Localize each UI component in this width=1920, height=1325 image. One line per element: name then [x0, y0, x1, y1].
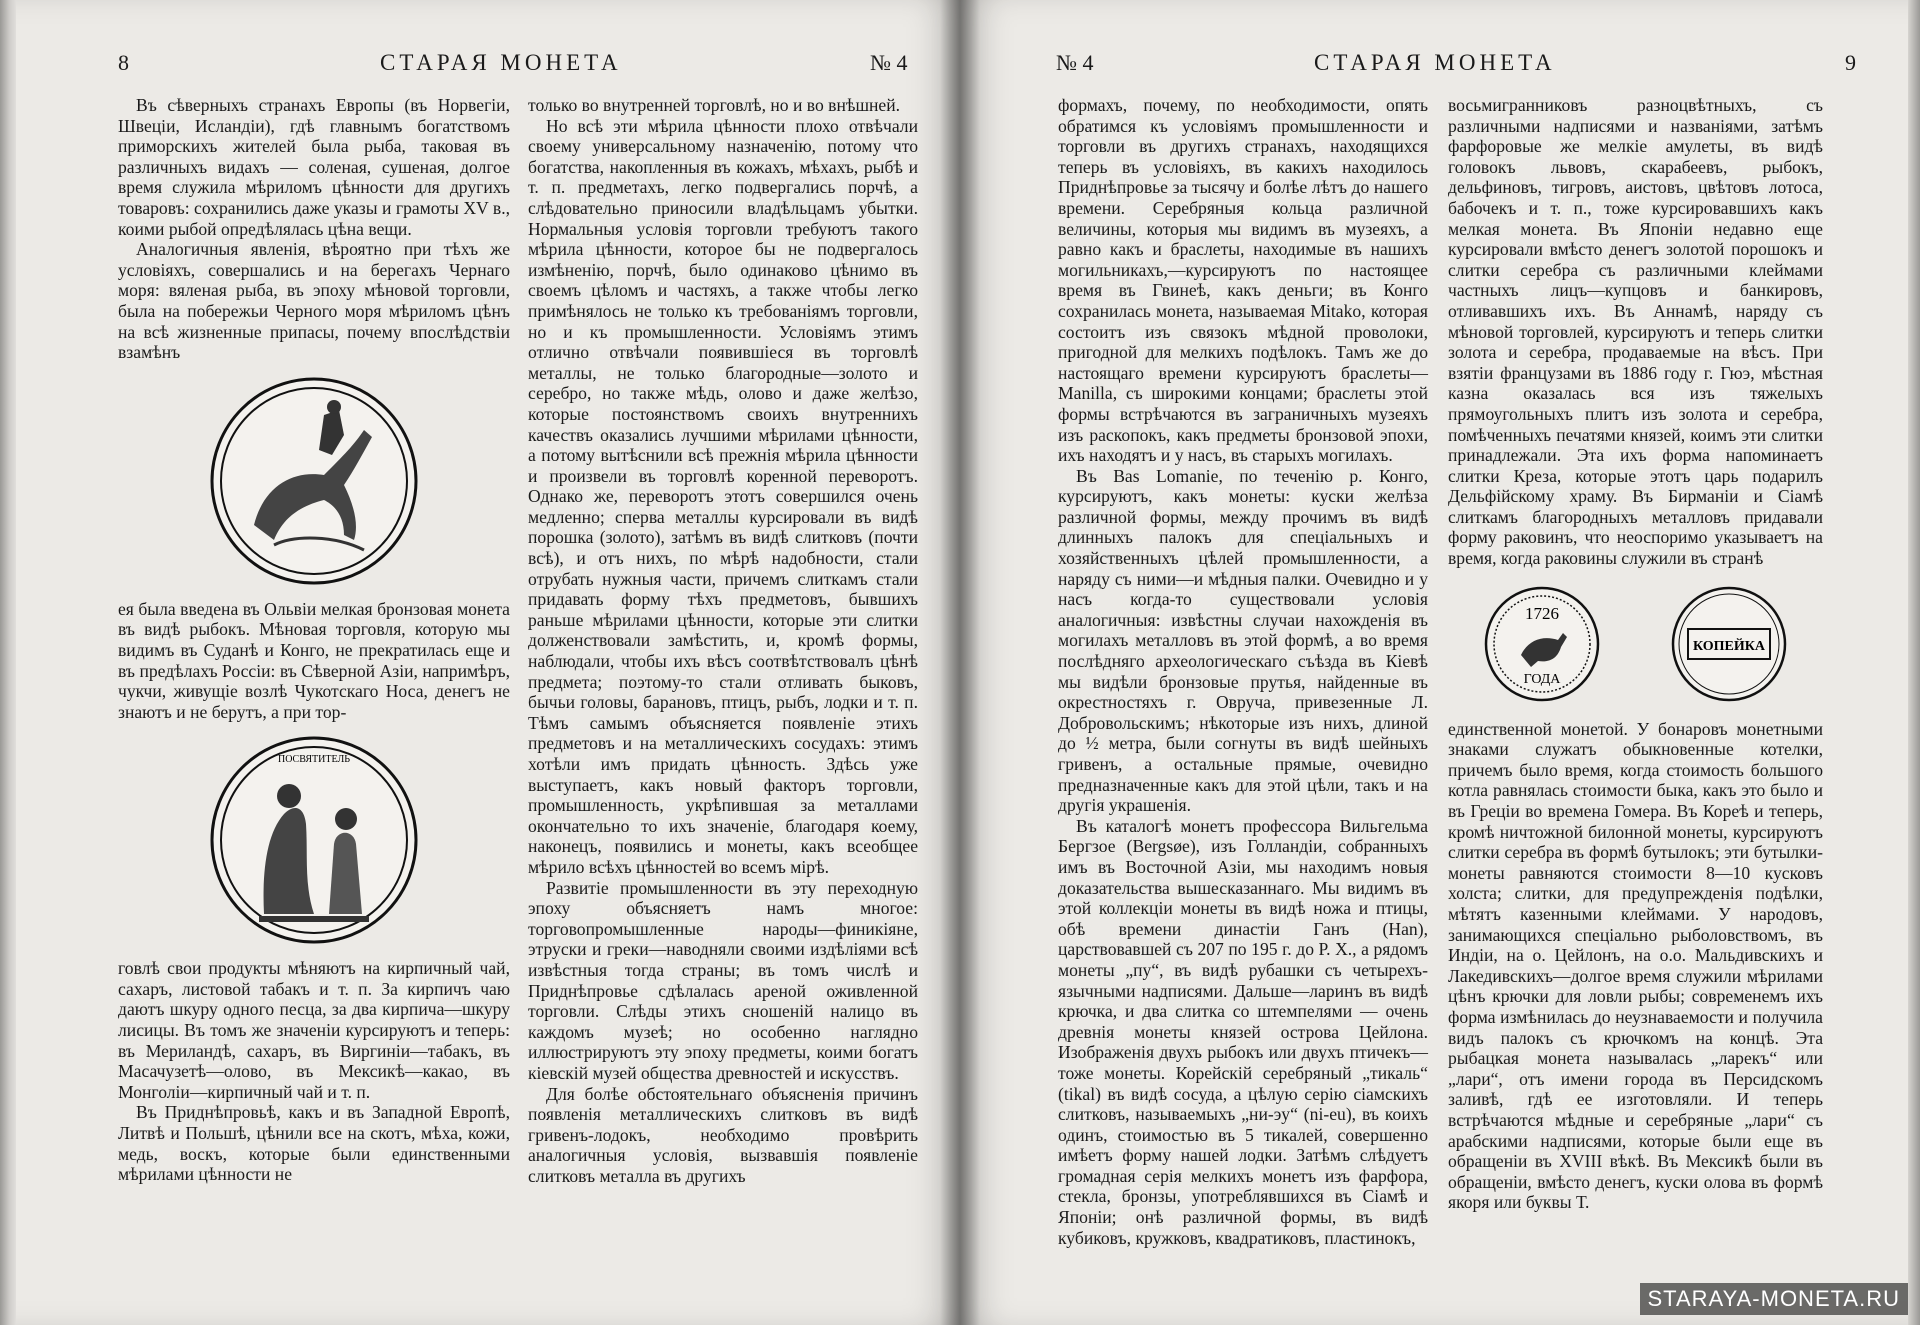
book-edge-right: [1908, 0, 1920, 1325]
left-column-2: [528, 95, 918, 1186]
left-issue-number: № 4: [870, 50, 908, 75]
paragraph: Въ Приднѣпровьѣ, какъ и въ Западной Европѣ, Литвѣ и Польшѣ, цѣнили все на скотъ, мѣха, кожи, медь, воскъ, которые были единственными мѣрилами цѣнности не: [118, 1102, 510, 1185]
right-running-title: СТАРАЯ МОНЕТА: [1314, 50, 1556, 75]
book-edge-left: [0, 0, 16, 1325]
coin-figures: [1448, 585, 1823, 703]
paragraph: Для болѣе обстоятельнаго объясненія причинъ появленія металлическихъ слитковъ въ видѣ гривенъ-лодокъ, необходимо провѣрить аналогичныя условія, вызвавшія появленіе слитковъ металла въ другихъ: [528, 1083, 918, 1186]
left-column-1: [118, 95, 510, 1185]
paragraph: Въ каталогѣ монетъ профессора Вильгельма Бергзое (Bergsøe), изъ Голландіи, собранныхъ имъ въ Восточной Азіи, мы находимъ новыя доказательства вышесказаннаго. Мы видимъ въ этой коллекціи монеты въ видѣ ножа и птицы, обѣ времени династіи Ганъ (Han), царствовавшей съ 207 по 195 г. до Р. Х., а рядомъ монеты „пу“, въ видѣ рубашки съ четырехъ-язычными надписями. Дальше—ларинъ въ видѣ крючка, и два слитка со штемпелями — очень древнія монеты князей острова Цейлона. Изображенія двухъ рыбокъ или двухъ птичекъ—тоже монеты. Корейскій серебряный „тикаль“ (tikal) въ видѣ сосуда, а цѣлую серію сіамскихъ слитковъ, называемыхъ „ни-эу“ (ni-eu), въ коихъ одинъ, стоимостью въ 5 тикалей, совершенно имѣетъ форму нашей лодки. Затѣмъ слѣдуетъ громадная серія мелкихъ монетъ изъ фарфора, стекла, бронзы, употреблявшихся въ Сіамѣ и Японіи; онѣ различной формы, въ видѣ кубиковъ, кружковъ, квадратиковъ, пластинокъ,: [1058, 815, 1428, 1248]
paragraph: Аналогичныя явленія, вѣроятно при тѣхъ же условіяхъ, совершались и на берегахъ Чернаго моря: вяленая рыба, въ эпоху мѣновой торговли, была на побережьи Черного моря мѣриломъ цѣнъ на всѣ жизненные припасы, почему впослѣдствіи взамѣнъ: [118, 239, 510, 363]
right-page-number: 9: [1845, 50, 1856, 75]
paragraph: Въ сѣверныхъ странахъ Европы (въ Норвегіи, Швеціи, Исландіи), гдѣ главнымъ богатствомъ приморскихъ жителей была рыба, таковая въ различныхъ видахъ — соленая, сушеная, долгое время служила мѣриломъ цѣнности для другихъ товаровъ: сохранились даже указы и грамоты XV в., коими рыбой опредѣлялась цѣна вещи.: [118, 95, 510, 239]
right-column-1: [1058, 95, 1428, 1248]
kopeika-coin-image: [1670, 585, 1788, 703]
coin-1726-image: [1483, 585, 1601, 703]
left-running-title: СТАРАЯ МОНЕТА: [380, 50, 622, 75]
left-page-number: 8: [118, 50, 129, 75]
paragraph: Но всѣ эти мѣрила цѣнности плохо отвѣчали своему универсальному назначенію, потому что богатства, накопленныя въ кожахъ, мѣхахъ, рыбѣ и т. п. предметахъ, легко подвергались порчѣ, а слѣдовательно приносили владѣльцамъ убытки. Нормальныя условія торговли требуютъ такого мѣрила цѣнности, которое бы не подвергалось измѣненію, порчѣ, было одинаково цѣнимо въ своемъ цѣломъ и частяхъ, а также чтобы легко примѣнялось не только къ требованіямъ торговли, но и къ промышленности. Условіямъ этимъ отлично отвѣчали появившіеся въ торговлѣ металлы, не только благородные—золото и серебро, но также мѣдь, олово и даже желѣзо, которые постоянствомъ своихъ внутреннихъ качествъ оказались лучшими мѣрилами цѣнности, а потому вытѣснили всѣ прежнія мѣрила цѣнности и произвели въ торговлѣ коренной переворотъ. Однако же, переворотъ этотъ совершился очень медленно; сперва металлы курсировали въ видѣ порошка (золото), затѣмъ въ видѣ слитковъ (почти всѣ), и отъ нихъ, по мѣрѣ надобности, стали отрубать нужныя части, причемъ слиткамъ стали придавать форму тѣхъ предметовъ, бывшихъ раньше мѣрилами цѣнности, которые эти слитки долженствовали замѣстить, и, кромѣ формы, наблюдали, чтобы ихъ вѣсъ соотвѣтствовалъ цѣнѣ предмета; поэтому-то стали отливать быковъ, бычьи головы, барановъ, птицъ, рыбъ, лодки и т. п. Тѣмъ самымъ объясняется появленіе этихъ предметовъ и на металлическихъ сосудахъ: этимъ хотѣли имъ придать цѣнность. Здѣсь уже выступаетъ, какъ новый факторъ торговли, промышленность, укрѣпившая за металлами окончательно то ихъ значеніе, благодаря коему, наконецъ, появились и монеты, какъ всеобщее мѣрило всѣхъ цѣнностей во всемъ мірѣ.: [528, 115, 918, 877]
paragraph: единственной монетой. У бонаровъ монетными знаками служатъ обыкновенные котелки, причемъ было время, когда стоимость большого котла равнялась стоимости быка, какъ это было и въ Греціи во времена Гомера. Въ Кореѣ и теперь, кромѣ ничтожной билонной монеты, курсируютъ слитки серебра въ формѣ бутылокъ; эти бутылки-монеты равняются стоимости 8—10 кусковъ холста; слитки, для предупрежденія подѣлки, мѣтятъ казенными клеймами. У народовъ, занимающихся спеціально рыболовствомъ, въ Индіи, на о. Цейлонъ, на о.о. Мальдивскихъ и Лакедивскихъ—долгое время служили мѣрилами цѣнъ крючки для ловли рыбы; современемъ ихъ форма измѣнилась до неузнаваемости и получила видъ палокъ съ крючкомъ на концѣ. Эта рыбацкая монета называлась „ларекъ“ или „лари“, отъ имени города въ Персидскомъ заливѣ, гдѣ ее изготовляли. И теперь встрѣчаются мѣдные и серебряные „лари“ съ арабскими надписями, которые были еще въ обращеніи въ XVIII вѣкѣ. Въ Мексикѣ были въ обращеніи, вмѣсто денегъ, куски олова въ формѣ якоря или буквы Т.: [1448, 718, 1823, 1213]
book-gutter: [940, 0, 980, 1325]
paragraph: формахъ, почему, по необходимости, опять обратимся къ условіямъ промышленности и торговли въ другихъ странахъ, находящихся теперь въ условіяхъ, въ какихъ находилось Приднѣпровье за тысячу и болѣе лѣтъ до нашего времени. Серебряныя кольца различной величины, которыя мы видимъ въ музеяхъ, а равно какъ и браслеты, находимые въ нашихъ могильникахъ,—курсируютъ по настоящее время въ Гвинеѣ, какъ деньги; въ Конго сохранилась монета, называемая Mitako, которая состоитъ изъ связокъ мѣдной проволоки, пригодной для мелкихъ подѣлокъ. Тамъ же до настоящаго времени курсируютъ браслеты—Manilla, съ широкими концами; браслеты этой формы встрѣчаются въ заграничныхъ музеяхъ изъ раскопокъ, какъ предметы бронзовой эпохи, ихъ находятъ и у насъ, въ старыхъ могилахъ.: [1058, 95, 1428, 466]
paragraph: ея была введена въ Ольвіи мелкая бронзовая монета въ видѣ рыбокъ. Мѣновая торговля, которую мы видимъ въ Суданѣ и Конго, не прекратилась еще и въ предѣлахъ Россіи: въ Сѣверной Азіи, напримѣръ, чукчи, живущіе возлѣ Чукотскаго Носа, денегъ не знаютъ и не берутъ, а при тор-: [118, 598, 510, 722]
right-issue-number: № 4: [1056, 50, 1094, 75]
paragraph: восьмигранниковъ разноцвѣтныхъ, съ различными надписями и названіями, затѣмъ фарфоровые же мелкіе амулеты, въ видѣ головокъ львовъ, скарабеевъ, рыбокъ, дельфиновъ, тигровъ, аистовъ, цвѣтовъ лотоса, бабочекъ и т. п., тоже курсировавшихъ какъ мелкая монета. Въ Японіи недавно еще курсировали вмѣсто денегъ золотой порошокъ и слитки серебра съ различными клеймами частныхъ лицъ—купцовъ и банкировъ, отливавшихъ ихъ. Въ Аннамѣ, наряду съ мѣновой торговлей, курсируютъ и теперь слитки золота и серебра, продаваемые на вѣсъ. При взятіи французами въ 1886 году г. Гюэ, мѣстная казна оказалась вся изъ тяжелыхъ прямоугольныхъ плитъ изъ золота и серебра, помѣченныхъ печатями князей, коимъ эти слитки принадлежали. Эта ихъ форма напоминаетъ слитки Креза, которые этотъ царь подарилъ Дельфійскому храму. Въ Бирманіи и Сіамѣ слиткамъ благородныхъ металловъ придавали форму раковинъ, что неоспоримо указываетъ на время, когда раковины служили въ странѣ: [1448, 95, 1823, 569]
paragraph: Развитіе промышленности въ эту переходную эпоху объясняетъ намъ многое: торговопромышленные народы—финикіяне, этруски и греки—наводняли своими издѣліями всѣ извѣстныя тогда страны; въ томъ числѣ и Приднѣпровье сдѣлалась ареной оживленной торговли. Слѣды этихъ сношеній налицо въ каждомъ музеѣ; но особенно наглядно иллюстрируютъ эту эпоху предметы, коими богатъ кіевскій музей общества древностей и искусствъ.: [528, 877, 918, 1083]
allegorical-medal-image: [204, 734, 424, 946]
site-watermark: STARAYA-MONETA.RU: [1640, 1283, 1909, 1315]
right-column-2: [1448, 95, 1823, 1213]
paragraph: только во внутренней торговлѣ, но и во внѣшней.: [528, 95, 901, 115]
medal-legend: ПОСВЯТИТЕЛЬ: [277, 754, 351, 766]
paragraph: говлѣ свои продукты мѣняютъ на кирпичный чай, сахаръ, листовой табакъ и т. п. За кирпичъ чаю даютъ шкуру одного песца, за два кирпича—шкуру лисицы. Въ томъ же значеніи курсируютъ и теперь: въ Мериландѣ, сахаръ, въ Виргиніи—табакъ, въ Масачузетѣ—олово, въ Мексикѣ—какао, въ Монголіи—кирпичный чай и т. п.: [118, 958, 510, 1102]
paragraph: Въ Bas Lomanie, по теченію р. Конго, курсируютъ, какъ монеты: куски желѣза различной формы, между прочимъ въ видѣ длинныхъ палокъ для спеціальныхъ и хозяйственныхъ цѣлей промышленности, а наряду съ ними—и мѣдныя палки. Очевидно и у насъ когда-то существовали условія аналогичныя: извѣстны случаи нахожденія въ могилахъ металловъ въ этой формѣ, а во время послѣдняго археологическаго съѣзда въ Кіевѣ мы видѣли бронзовые прутья, найденные въ окрестностяхъ г. Овруча, привезенные Л. Добровольскимъ; нѣкоторые изъ нихъ, длиной до ½ метра, были согнуты въ видѣ шейныхъ гривенъ, а остальные прямые, очевидно предназначенные какъ для этой цѣли, такъ и на другія украшенія.: [1058, 465, 1428, 816]
coin-year-text: 1726: [1524, 603, 1559, 623]
coin-word-text: ГОДА: [1523, 671, 1561, 687]
st-george-medal-image: [204, 375, 424, 587]
right-page: [960, 0, 1920, 1325]
kopeika-text: КОПЕЙКА: [1693, 638, 1766, 654]
